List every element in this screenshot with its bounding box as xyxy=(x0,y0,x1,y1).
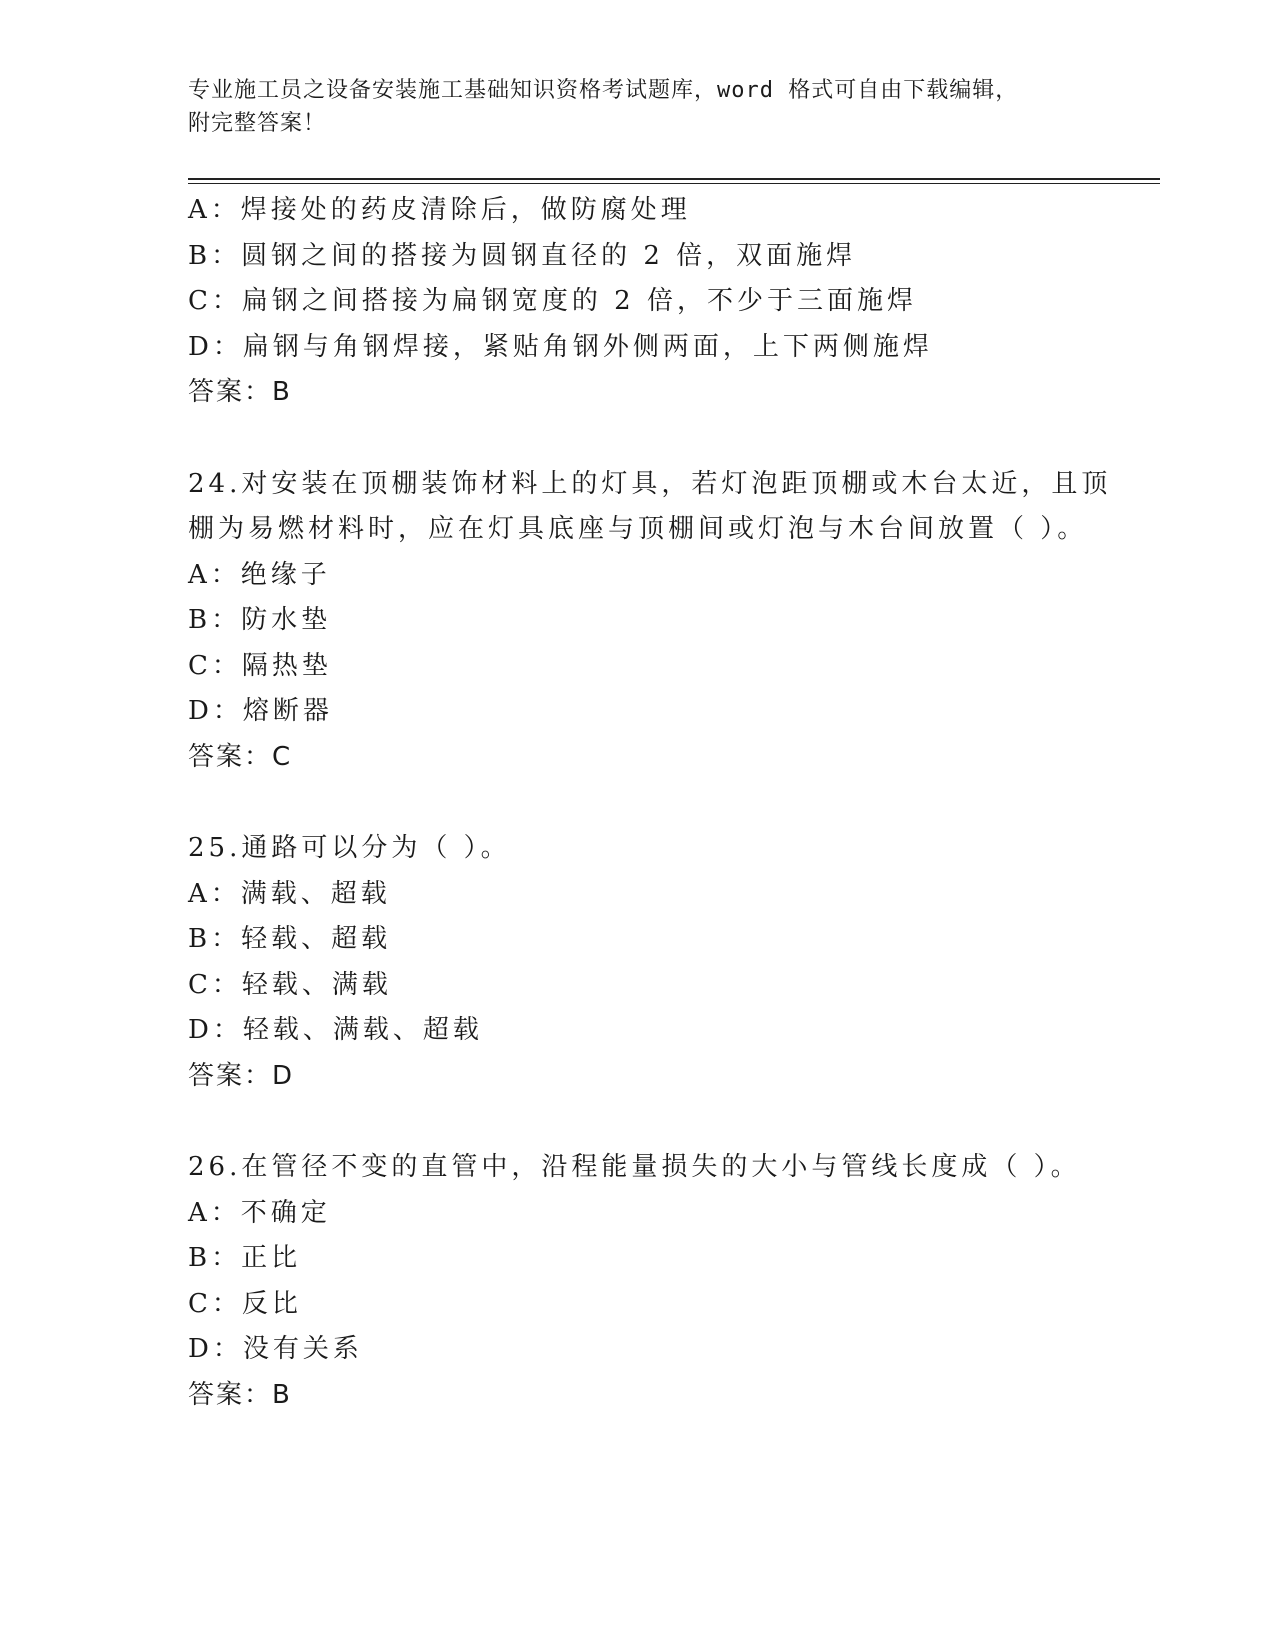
option-d: D：轻载、满载、超载 xyxy=(188,1015,483,1045)
question-23 xyxy=(188,188,1088,416)
header-rule-thick xyxy=(188,178,1160,180)
question-24 xyxy=(188,462,1112,781)
option-b: B：轻载、超载 xyxy=(188,924,392,954)
option-a: A：满载、超载 xyxy=(188,878,391,909)
spacer xyxy=(188,1099,1088,1145)
spacer xyxy=(188,780,1088,826)
question-stem-line-2: 棚为易燃材料时，应在灯具底座与顶棚间或灯泡与木台间放置（ ）。 xyxy=(188,514,1088,544)
option-d: D：没有关系 xyxy=(188,1334,363,1364)
option-c: C：反比 xyxy=(188,1288,302,1319)
option-c: C：扁钢之间搭接为扁钢宽度的 2 倍，不少于三面施焊 xyxy=(188,286,917,316)
answer-line: 答案：B xyxy=(188,1379,292,1410)
spacer xyxy=(188,416,1088,462)
question-25 xyxy=(188,826,1088,1099)
option-b: B：圆钢之间的搭接为圆钢直径的 2 倍，双面施焊 xyxy=(188,240,857,271)
option-c: C：隔热垫 xyxy=(188,650,332,681)
option-c: C：轻载、满载 xyxy=(188,969,392,1000)
question-list xyxy=(188,188,1112,1418)
header-line-2: 附完整答案！ xyxy=(188,111,327,136)
header-line-1: 专业施工员之设备安装施工基础知识资格考试题库，word 格式可自由下载编辑， xyxy=(188,78,1019,103)
option-d: D：熔断器 xyxy=(188,696,333,726)
option-d: D：扁钢与角钢焊接，紧贴角钢外侧两面，上下两侧施焊 xyxy=(188,331,933,362)
question-stem: 25.通路可以分为（ ）。 xyxy=(188,833,511,863)
option-b: B：正比 xyxy=(188,1243,302,1273)
option-a: A：焊接处的药皮清除后，做防腐处理 xyxy=(188,195,691,225)
answer-line: 答案：C xyxy=(188,741,293,772)
question-26 xyxy=(188,1145,1088,1418)
question-stem: 26.在管径不变的直管中，沿程能量损失的大小与管线长度成（ ）。 xyxy=(188,1152,1081,1182)
answer-line: 答案：B xyxy=(188,377,292,407)
question-stem-line-1: 24.对安装在顶棚装饰材料上的灯具，若灯泡距顶棚或木台太近，且顶 xyxy=(188,468,1112,499)
option-b: B：防水垫 xyxy=(188,605,332,635)
header-rule-thin xyxy=(188,183,1160,184)
option-a: A：不确定 xyxy=(188,1197,331,1228)
option-a: A：绝缘子 xyxy=(188,559,331,590)
answer-line: 答案：D xyxy=(188,1060,295,1091)
document-header xyxy=(188,74,1088,140)
